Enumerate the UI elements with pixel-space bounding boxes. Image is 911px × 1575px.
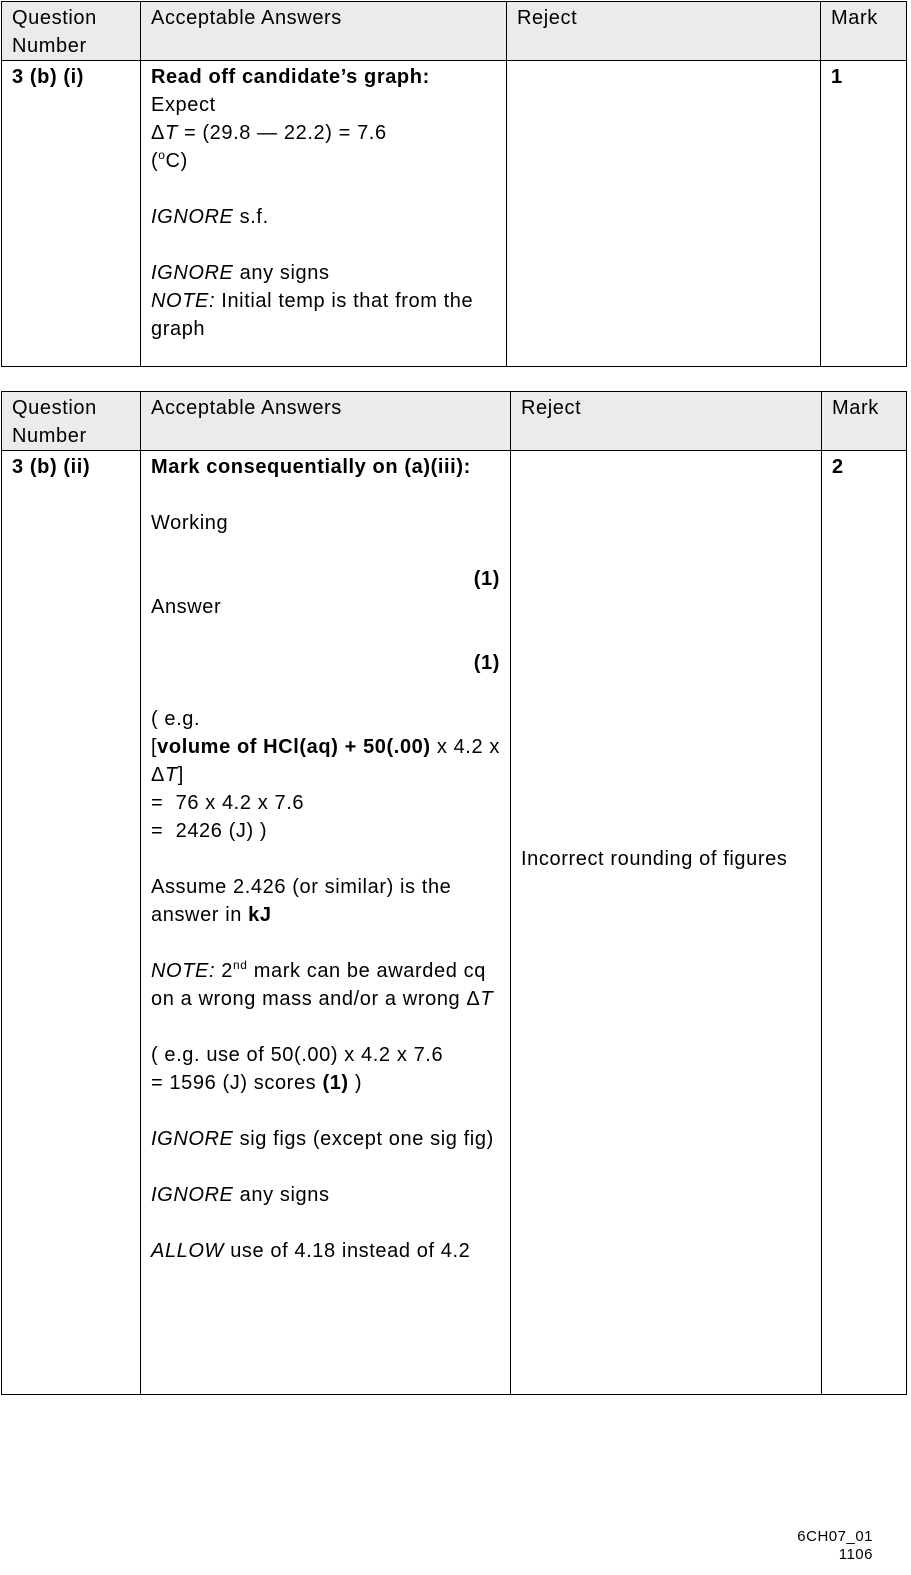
example-line-2426: = 2426 (J) ) bbox=[151, 820, 268, 842]
example2-line1: ( e.g. use of 50(.00) x 4.2 x 7.6 bbox=[151, 1044, 444, 1066]
ignore-signs-line bbox=[151, 259, 496, 287]
answer-label: Answer bbox=[151, 596, 222, 618]
reject-text: Incorrect rounding of figures bbox=[521, 848, 788, 870]
header-mark: Mark bbox=[822, 392, 907, 451]
example2-score: (1) bbox=[322, 1072, 349, 1094]
header-reject: Reject bbox=[511, 392, 822, 451]
header-reject: Reject bbox=[507, 2, 821, 61]
header-question-number: Question Number bbox=[2, 2, 141, 61]
expression-rest: x 4.2 x Δ bbox=[151, 736, 500, 786]
working-label: Working bbox=[151, 512, 229, 534]
unit-line bbox=[151, 147, 496, 175]
paper-code: 6CH07_01 bbox=[797, 1528, 873, 1545]
note-line bbox=[151, 287, 496, 343]
ignore-text: sig figs (except one sig fig) bbox=[233, 1128, 494, 1150]
delta-t-calculation bbox=[151, 119, 496, 147]
degree-sign: o bbox=[158, 148, 166, 162]
answer-mark: (1) bbox=[473, 652, 500, 674]
mark-cell: 1 bbox=[821, 61, 907, 367]
acceptable-answers-cell bbox=[141, 61, 507, 367]
allow-text: use of 4.18 instead of 4.2 bbox=[224, 1240, 471, 1262]
header-acceptable-answers: Acceptable Answers bbox=[141, 2, 507, 61]
question-number: 3 (b) (ii) bbox=[2, 451, 141, 1395]
bold-expression: volume of HCl(aq) + 50(.00) bbox=[157, 736, 431, 758]
allow-line bbox=[151, 1237, 500, 1265]
example2-text: = 1596 (J) scores bbox=[151, 1072, 323, 1094]
ignore-word: IGNORE bbox=[151, 1184, 234, 1206]
example-line-76: = 76 x 4.2 x 7.6 bbox=[151, 792, 305, 814]
assume-text: Assume 2.426 (or similar) is the answer in bbox=[151, 876, 452, 926]
note-word: NOTE: bbox=[151, 960, 216, 982]
working-mark: (1) bbox=[473, 568, 500, 590]
assume-line bbox=[151, 873, 500, 929]
ignore-text: any signs bbox=[233, 1184, 330, 1206]
mark-cell: 2 bbox=[822, 451, 907, 1395]
header-row bbox=[2, 2, 907, 61]
note-text: mark can be awarded cq on a wrong mass and/or a wrong Δ bbox=[151, 960, 486, 1010]
example-open: ( e.g. bbox=[151, 708, 201, 730]
t-variable: T bbox=[164, 122, 178, 144]
t-variable: T bbox=[480, 988, 494, 1010]
ignore-word: IGNORE bbox=[151, 262, 234, 284]
calc-text: = (29.8 — 22.2) = 7.6 bbox=[177, 122, 387, 144]
delta-symbol: Δ bbox=[151, 122, 165, 144]
header-acceptable-answers: Acceptable Answers bbox=[141, 392, 511, 451]
allow-word: ALLOW bbox=[151, 1240, 225, 1262]
ignore-text: s.f. bbox=[233, 206, 269, 228]
mark-scheme-table-3bi bbox=[1, 1, 907, 367]
example2-line2 bbox=[151, 1069, 500, 1097]
example-expression bbox=[151, 733, 500, 789]
ignore-signs-line bbox=[151, 1181, 500, 1209]
note-superscript: nd bbox=[233, 958, 248, 972]
reject-cell bbox=[507, 61, 821, 367]
answer-row bbox=[2, 61, 907, 367]
header-question-number: Question Number bbox=[2, 392, 141, 451]
ignore-word: IGNORE bbox=[151, 1128, 234, 1150]
ignore-sf-line bbox=[151, 203, 496, 231]
acceptable-answers-cell bbox=[141, 451, 511, 1395]
note-text: Initial temp is that from the graph bbox=[151, 290, 474, 340]
ignore-text: any signs bbox=[233, 262, 330, 284]
answer-heading: Mark consequentially on (a)(iii): bbox=[151, 456, 471, 478]
reject-cell bbox=[511, 451, 822, 1395]
assume-unit: kJ bbox=[248, 904, 272, 926]
paper-date: 1106 bbox=[838, 1546, 873, 1563]
ignore-sigfig-line bbox=[151, 1125, 500, 1153]
answer-heading: Read off candidate’s graph: bbox=[151, 66, 430, 88]
page-footer bbox=[797, 1528, 873, 1564]
example2-close: ) bbox=[348, 1072, 363, 1094]
bracket-close: ] bbox=[177, 764, 184, 786]
answer-row bbox=[2, 451, 907, 1395]
unit-open: ( bbox=[151, 150, 159, 172]
note-number: 2 bbox=[215, 960, 234, 982]
header-mark: Mark bbox=[821, 2, 907, 61]
expect-label: Expect bbox=[151, 94, 216, 116]
unit-c: C) bbox=[165, 150, 188, 172]
mark-scheme-table-3bii bbox=[1, 391, 907, 1395]
header-row bbox=[2, 392, 907, 451]
bracket-open: [ bbox=[151, 736, 158, 758]
t-variable: T bbox=[164, 764, 178, 786]
question-number: 3 (b) (i) bbox=[2, 61, 141, 367]
ignore-word: IGNORE bbox=[151, 206, 234, 228]
note-word: NOTE: bbox=[151, 290, 216, 312]
note-line bbox=[151, 957, 500, 1013]
